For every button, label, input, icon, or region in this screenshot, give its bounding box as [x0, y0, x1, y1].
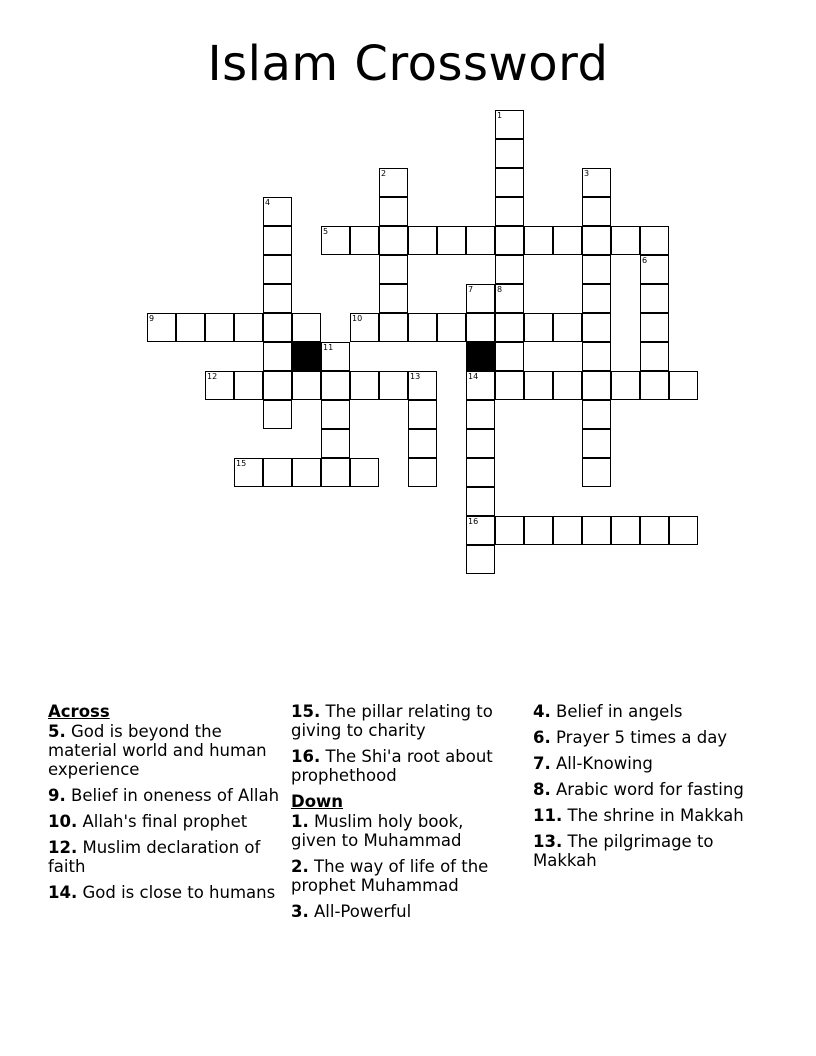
grid-cell[interactable] [582, 226, 611, 255]
grid-cell[interactable] [466, 226, 495, 255]
grid-cell[interactable] [669, 371, 698, 400]
grid-cell[interactable] [437, 226, 466, 255]
grid-cell[interactable] [466, 400, 495, 429]
grid-cell[interactable] [553, 313, 582, 342]
cell-number: 7 [468, 285, 474, 294]
grid-cell[interactable] [553, 371, 582, 400]
grid-cell[interactable] [234, 371, 263, 400]
clue-across-10 [48, 812, 280, 831]
clue-number: 5. [48, 722, 66, 741]
grid-cell[interactable] [466, 284, 495, 313]
clue-number: 8. [533, 780, 551, 799]
grid-cell[interactable] [379, 226, 408, 255]
grid-cell[interactable] [640, 371, 669, 400]
clue-number: 12. [48, 838, 78, 857]
grid-cell[interactable] [495, 371, 524, 400]
grid-cell[interactable] [263, 284, 292, 313]
grid-cell[interactable] [582, 400, 611, 429]
grid-cell[interactable] [350, 313, 379, 342]
clue-text: The way of life of the prophet Muhammad [291, 857, 489, 895]
clue-across-16 [291, 747, 513, 785]
grid-cell[interactable] [640, 255, 669, 284]
grid-cell[interactable] [466, 516, 495, 545]
clue-down-13 [533, 832, 763, 870]
cell-number: 12 [207, 372, 218, 381]
grid-cell[interactable] [553, 226, 582, 255]
grid-cell[interactable] [263, 197, 292, 226]
clue-text: Muslim holy book, given to Muhammad [291, 812, 464, 850]
cell-number: 8 [497, 285, 503, 294]
grid-cell[interactable] [263, 226, 292, 255]
clue-number: 14. [48, 883, 78, 902]
grid-cell[interactable] [205, 371, 234, 400]
cell-number: 11 [323, 343, 334, 352]
black-cell [292, 342, 321, 371]
grid-cell[interactable] [408, 458, 437, 487]
puzzle-title: Islam Crossword [207, 36, 609, 92]
grid-cell[interactable] [379, 168, 408, 197]
cell-number: 13 [410, 372, 421, 381]
grid-cell[interactable] [408, 313, 437, 342]
clue-down-6 [533, 728, 763, 747]
grid-cell[interactable] [263, 342, 292, 371]
grid-cell[interactable] [292, 313, 321, 342]
grid-cell[interactable] [466, 545, 495, 574]
grid-cell[interactable] [292, 458, 321, 487]
grid-cell[interactable] [553, 516, 582, 545]
grid-cell[interactable] [263, 400, 292, 429]
across-heading: Across [48, 702, 110, 721]
grid-cell[interactable] [582, 371, 611, 400]
grid-cell[interactable] [640, 313, 669, 342]
grid-cell[interactable] [379, 371, 408, 400]
grid-cell[interactable] [495, 284, 524, 313]
clue-number: 9. [48, 786, 66, 805]
grid-cell[interactable] [321, 371, 350, 400]
grid-cell[interactable] [321, 400, 350, 429]
grid-cell[interactable] [524, 226, 553, 255]
clue-text: Belief in oneness of Allah [71, 786, 280, 805]
clues-column-1 [48, 702, 280, 909]
grid-cell[interactable] [495, 110, 524, 139]
grid-cell[interactable] [176, 313, 205, 342]
clue-number: 6. [533, 728, 551, 747]
clue-across-15 [291, 702, 513, 740]
grid-cell[interactable] [292, 371, 321, 400]
clue-down-7 [533, 754, 763, 773]
cell-number: 15 [236, 459, 247, 468]
grid-cell[interactable] [147, 313, 176, 342]
grid-cell[interactable] [495, 516, 524, 545]
clue-text: God is beyond the material world and human experience [48, 722, 267, 779]
cell-number: 9 [149, 314, 155, 323]
clue-text: The pilgrimage to Makkah [533, 832, 714, 870]
grid-cell[interactable] [466, 371, 495, 400]
grid-cell[interactable] [408, 400, 437, 429]
grid-cell[interactable] [582, 429, 611, 458]
cell-number: 2 [381, 169, 387, 178]
grid-cell[interactable] [350, 458, 379, 487]
grid-cell[interactable] [379, 197, 408, 226]
grid-cell[interactable] [524, 313, 553, 342]
grid-cell[interactable] [495, 168, 524, 197]
grid-cell[interactable] [321, 226, 350, 255]
grid-cell[interactable] [408, 226, 437, 255]
clue-down-11 [533, 806, 763, 825]
grid-cell[interactable] [495, 197, 524, 226]
grid-cell[interactable] [263, 458, 292, 487]
grid-cell[interactable] [495, 342, 524, 371]
grid-cell[interactable] [379, 284, 408, 313]
clue-text: The shrine in Makkah [567, 806, 744, 825]
down-heading: Down [291, 792, 344, 811]
clue-text: The pillar relating to giving to charity [291, 702, 493, 740]
grid-cell[interactable] [466, 429, 495, 458]
clue-number: 15. [291, 702, 321, 721]
grid-cell[interactable] [582, 168, 611, 197]
grid-cell[interactable] [611, 226, 640, 255]
clues-column-2 [291, 702, 513, 928]
clue-text: Arabic word for fasting [556, 780, 744, 799]
grid-cell[interactable] [321, 429, 350, 458]
grid-cell[interactable] [582, 284, 611, 313]
clue-number: 13. [533, 832, 563, 851]
clue-text: All-Powerful [314, 902, 412, 921]
clue-text: Muslim declaration of faith [48, 838, 261, 876]
grid-cell[interactable] [466, 487, 495, 516]
grid-cell[interactable] [263, 255, 292, 284]
clue-number: 7. [533, 754, 551, 773]
grid-cell[interactable] [582, 516, 611, 545]
grid-cell[interactable] [321, 458, 350, 487]
grid-cell[interactable] [263, 313, 292, 342]
grid-cell[interactable] [495, 226, 524, 255]
clue-down-3 [291, 902, 513, 921]
grid-cell[interactable] [640, 342, 669, 371]
grid-cell[interactable] [640, 284, 669, 313]
clue-number: 16. [291, 747, 321, 766]
black-cell [466, 342, 495, 371]
clue-across-14 [48, 883, 280, 902]
grid-cell[interactable] [640, 226, 669, 255]
grid-cell[interactable] [350, 226, 379, 255]
grid-cell[interactable] [582, 458, 611, 487]
grid-cell[interactable] [408, 429, 437, 458]
clue-text: The Shi'a root about prophethood [291, 747, 493, 785]
clues-column-3 [533, 702, 763, 877]
clue-text: Belief in angels [556, 702, 683, 721]
clue-down-1 [291, 812, 513, 850]
cell-number: 10 [352, 314, 363, 323]
grid-cell[interactable] [582, 197, 611, 226]
clue-across-9 [48, 786, 280, 805]
grid-cell[interactable] [379, 313, 408, 342]
clue-number: 3. [291, 902, 309, 921]
clue-text: Allah's final prophet [82, 812, 248, 831]
clue-number: 1. [291, 812, 309, 831]
grid-cell[interactable] [582, 313, 611, 342]
clue-text: Prayer 5 times a day [556, 728, 728, 747]
grid-cell[interactable] [263, 371, 292, 400]
grid-cell[interactable] [408, 371, 437, 400]
cell-number: 3 [584, 169, 590, 178]
grid-cell[interactable] [582, 255, 611, 284]
clue-across-12 [48, 838, 280, 876]
grid-cell[interactable] [234, 313, 263, 342]
grid-cell[interactable] [495, 139, 524, 168]
clue-text: God is close to humans [82, 883, 276, 902]
grid-cell[interactable] [495, 313, 524, 342]
grid-cell[interactable] [582, 342, 611, 371]
grid-cell[interactable] [205, 313, 234, 342]
grid-cell[interactable] [234, 458, 263, 487]
cell-number: 5 [323, 227, 329, 236]
clue-down-2 [291, 857, 513, 895]
clue-across-5 [48, 722, 280, 779]
grid-cell[interactable] [466, 313, 495, 342]
grid-cell[interactable] [350, 371, 379, 400]
cell-number: 4 [265, 198, 271, 207]
cell-number: 1 [497, 111, 503, 120]
grid-cell[interactable] [495, 255, 524, 284]
grid-cell[interactable] [640, 516, 669, 545]
grid-cell[interactable] [524, 516, 553, 545]
grid-cell[interactable] [524, 371, 553, 400]
cell-number: 16 [468, 517, 479, 526]
grid-cell[interactable] [321, 342, 350, 371]
grid-cell[interactable] [611, 371, 640, 400]
grid-cell[interactable] [379, 255, 408, 284]
clue-number: 10. [48, 812, 78, 831]
grid-cell[interactable] [437, 313, 466, 342]
cell-number: 14 [468, 372, 479, 381]
cell-number: 6 [642, 256, 648, 265]
clue-number: 4. [533, 702, 551, 721]
clue-down-8 [533, 780, 763, 799]
grid-cell[interactable] [466, 458, 495, 487]
clue-number: 11. [533, 806, 563, 825]
grid-cell[interactable] [611, 516, 640, 545]
clue-text: All-Knowing [556, 754, 653, 773]
clue-down-4 [533, 702, 763, 721]
grid-cell[interactable] [669, 516, 698, 545]
clue-number: 2. [291, 857, 309, 876]
